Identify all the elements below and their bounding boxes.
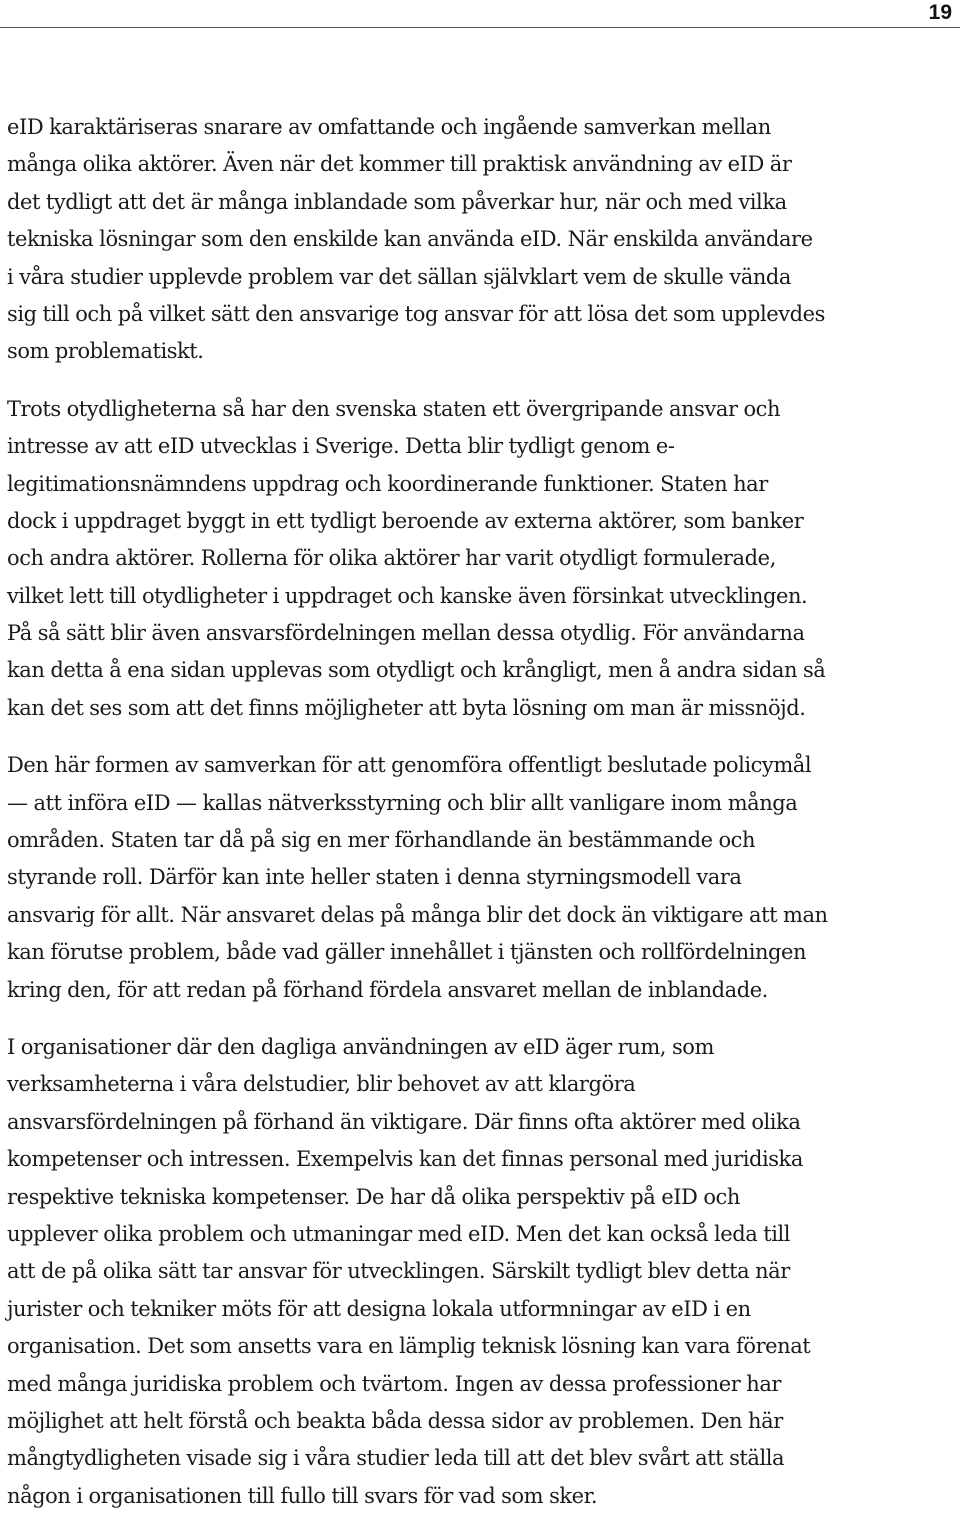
text-line: många olika aktörer. Även när det kommer till praktisk användning av eID är <box>7 152 792 177</box>
text-line: möjlighet att helt förstå och beakta båda dessa sidor av problemen. Den här <box>7 1408 783 1433</box>
text-line: någon i organisationen till fullo till svars för vad som sker. <box>7 1483 598 1508</box>
text-line: kan detta å ena sidan upplevas som otydligt och krångligt, men å andra sidan så <box>7 658 826 683</box>
text-line: dock i uppdraget byggt in ett tydligt beroende av externa aktörer, som banker <box>7 508 804 533</box>
text-line: I organisationer där den dagliga användningen av eID äger rum, som <box>7 1034 714 1059</box>
paragraph <box>7 109 959 371</box>
text-line: som problematiskt. <box>7 339 204 364</box>
text-line: mångtydligheten visade sig i våra studier leda till att det blev svårt att ställa <box>7 1446 785 1471</box>
text-line: jurister och tekniker möts för att designa lokala utformningar av eID i en <box>7 1296 751 1321</box>
text-line: organisation. Det som ansetts vara en lämplig teknisk lösning kan vara förenat <box>7 1334 811 1359</box>
page-header <box>0 0 960 29</box>
paragraph <box>7 747 959 1009</box>
text-line: sig till och på vilket sätt den ansvarige tog ansvar för att lösa det som upplevdes <box>7 301 825 326</box>
page-number: 19 <box>928 1 952 24</box>
body-text <box>7 109 959 1515</box>
text-line: i våra studier upplevde problem var det sällan självklart vem de skulle vända <box>7 264 791 289</box>
text-line: det tydligt att det är många inblandade som påverkar hur, när och med vilka <box>7 189 787 214</box>
text-line: kan förutse problem, både vad gäller innehållet i tjänsten och rollfördelningen <box>7 940 807 965</box>
text-line: ansvarig för allt. När ansvaret delas på många blir det dock än viktigare att man <box>7 902 828 927</box>
text-line: legitimationsnämndens uppdrag och koordinerande funktioner. Staten har <box>7 471 768 496</box>
text-line: — att införa eID — kallas nätverksstyrning och blir allt vanligare inom många <box>7 790 798 815</box>
text-line: intresse av att eID utvecklas i Sverige. Detta blir tydligt genom e- <box>7 434 675 459</box>
text-line: upplever olika problem och utmaningar med eID. Men det kan också leda till <box>7 1221 791 1246</box>
text-line: På så sätt blir även ansvarsfördelningen mellan dessa otydlig. För användarna <box>7 621 805 646</box>
text-line: kompetenser och intressen. Exempelvis kan det finnas personal med juridiska <box>7 1147 803 1172</box>
text-line: och andra aktörer. Rollerna för olika aktörer har varit otydligt formulerade, <box>7 546 776 571</box>
text-line: Den här formen av samverkan för att genomföra offentligt beslutade policymål <box>7 753 812 778</box>
text-line: tekniska lösningar som den enskilde kan använda eID. När enskilda användare <box>7 227 813 252</box>
text-line: styrande roll. Därför kan inte heller staten i denna styrningsmodell vara <box>7 865 742 890</box>
text-line: respektive tekniska kompetenser. De har då olika perspektiv på eID och <box>7 1184 740 1209</box>
header-rule <box>0 27 960 28</box>
text-line: kan det ses som att det finns möjligheter att byta lösning om man är missnöjd. <box>7 695 806 720</box>
text-line: att de på olika sätt tar ansvar för utvecklingen. Särskilt tydligt blev detta när <box>7 1259 790 1284</box>
paragraph <box>7 1029 959 1515</box>
text-line: verksamheterna i våra delstudier, blir behovet av att klargöra <box>7 1072 636 1097</box>
text-line: Trots otydligheterna så har den svenska staten ett övergripande ansvar och <box>7 396 781 421</box>
text-line: eID karaktäriseras snarare av omfattande och ingående samverkan mellan <box>7 115 771 139</box>
text-line: med många juridiska problem och tvärtom. Ingen av dessa professioner har <box>7 1371 781 1396</box>
text-line: ansvarsfördelningen på förhand än viktigare. Där finns ofta aktörer med olika <box>7 1109 801 1134</box>
text-line: områden. Staten tar då på sig en mer förhandlande än bestämmande och <box>7 828 756 853</box>
paragraph <box>7 391 959 728</box>
text-line: vilket lett till otydligheter i uppdraget och kanske även försinkat utvecklingen. <box>7 583 808 608</box>
text-line: kring den, för att redan på förhand fördela ansvaret mellan de inblandade. <box>7 977 768 1002</box>
